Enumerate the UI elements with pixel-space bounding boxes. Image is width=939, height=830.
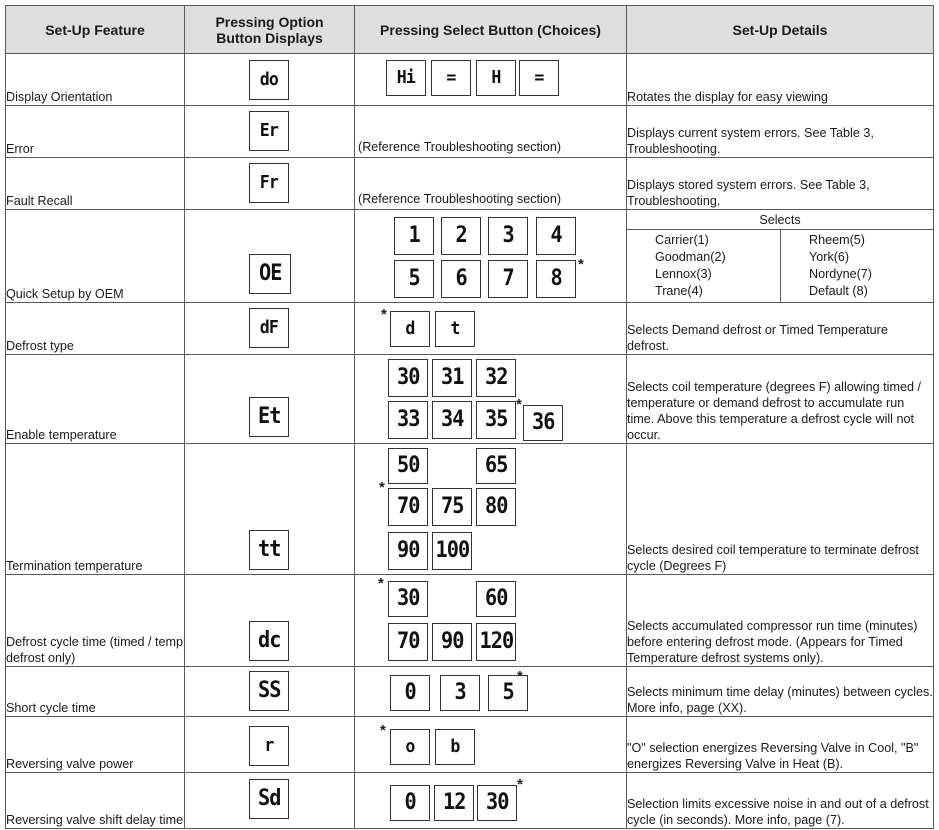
default-asterisk: * — [578, 256, 584, 273]
choice-display: 30 — [477, 785, 517, 821]
selects-left-list — [627, 230, 780, 302]
feature-cell: Display Orientation — [6, 54, 185, 106]
choice-display: 0 — [390, 675, 430, 711]
choice-display: 12 — [434, 785, 474, 821]
choice-display: H — [476, 60, 516, 96]
feature-cell: Termination temperature — [6, 444, 185, 575]
reference-note: (Reference Troubleshooting section) — [358, 192, 562, 206]
option-cell — [185, 303, 355, 355]
header-feature: Set-Up Feature — [6, 6, 185, 54]
choice-display: 100 — [432, 532, 472, 570]
option-cell — [185, 106, 355, 158]
choice-display: 70 — [388, 623, 428, 661]
selects-right-list — [780, 230, 933, 302]
option-display: do — [249, 60, 289, 100]
choice-display: b — [435, 729, 475, 765]
option-cell — [185, 444, 355, 575]
choice-display: 4 — [536, 217, 576, 255]
table-header-row — [6, 6, 934, 54]
feature-cell: Short cycle time — [6, 667, 185, 717]
table-row — [6, 106, 934, 158]
list-item: Lennox(3) — [655, 267, 712, 281]
choice-display: 120 — [476, 623, 516, 661]
choice-display: 3 — [488, 217, 528, 255]
choice-display: 65 — [476, 448, 516, 484]
table-row — [6, 444, 934, 575]
choice-display: 1 — [394, 217, 434, 255]
choice-display: Hi — [386, 60, 426, 96]
list-item: Default (8) — [809, 284, 868, 298]
choice-display: 80 — [476, 488, 516, 526]
feature-cell: Defrost cycle time (timed / temp defrost only) — [6, 575, 185, 667]
choice-display: 30 — [388, 581, 428, 617]
list-item: Nordyne(7) — [809, 267, 872, 281]
choice-display: 0 — [390, 785, 430, 821]
list-item: Rheem(5) — [809, 233, 865, 247]
option-cell — [185, 717, 355, 773]
choice-display: 70 — [388, 488, 428, 526]
feature-cell: Defrost type — [6, 303, 185, 355]
table-row — [6, 667, 934, 717]
feature-cell: Fault Recall — [6, 158, 185, 210]
feature-cell: Reversing valve power — [6, 717, 185, 773]
option-cell — [185, 773, 355, 829]
choices-cell — [355, 210, 627, 303]
choice-display: 35 — [476, 401, 516, 439]
choice-display: 75 — [432, 488, 472, 526]
choices-cell — [355, 444, 627, 575]
choice-display: 3 — [440, 675, 480, 711]
details-cell: Selects minimum time delay (minutes) between cycles. More info, page (XX). — [627, 667, 934, 717]
option-display: tt — [249, 530, 289, 570]
selects-cell — [627, 210, 934, 303]
option-cell — [185, 355, 355, 444]
choice-display: = — [519, 60, 559, 96]
choice-display: 60 — [476, 581, 516, 617]
default-asterisk: * — [381, 306, 387, 323]
option-display: dc — [249, 621, 289, 661]
choice-display: 34 — [432, 401, 472, 439]
details-cell: Selects coil temperature (degrees F) allowing timed / temperature or demand defrost to accumulate run time. Above this temperature a defrost cycle will not occur. — [627, 355, 934, 444]
option-display: Fr — [249, 163, 289, 203]
table-row — [6, 717, 934, 773]
feature-cell: Enable temperature — [6, 355, 185, 444]
setup-features-table — [5, 5, 934, 829]
option-display: dF — [249, 308, 289, 348]
reference-note: (Reference Troubleshooting section) — [358, 140, 562, 154]
option-cell — [185, 667, 355, 717]
details-cell: Rotates the display for easy viewing — [627, 54, 934, 106]
option-display: OE — [249, 254, 291, 294]
choice-display: t — [435, 311, 475, 347]
choices-cell — [355, 106, 627, 158]
list-item: Trane(4) — [655, 284, 703, 298]
selects-title: Selects — [627, 212, 933, 230]
details-cell: Selection limits excessive noise in and out of a defrost cycle (in seconds). More info, page (7). — [627, 773, 934, 829]
choice-display: 8 — [536, 260, 576, 298]
header-select: Pressing Select Button (Choices) — [355, 6, 627, 54]
choice-display: 90 — [388, 532, 428, 570]
details-cell: Selects desired coil temperature to terminate defrost cycle (Degrees F) — [627, 444, 934, 575]
choices-cell — [355, 667, 627, 717]
option-cell — [185, 575, 355, 667]
list-item: York(6) — [809, 250, 850, 264]
choice-display: 5 — [488, 675, 528, 711]
default-asterisk: * — [517, 776, 523, 793]
option-cell — [185, 158, 355, 210]
choice-display: 90 — [432, 623, 472, 661]
choice-display: 36 — [523, 405, 563, 441]
option-display: r — [249, 726, 289, 766]
choices-cell — [355, 717, 627, 773]
list-item: Goodman(2) — [655, 250, 726, 264]
header-option: Pressing Option Button Displays — [185, 6, 355, 54]
table-row — [6, 54, 934, 106]
choice-display: 30 — [388, 359, 428, 397]
choice-display: o — [390, 729, 430, 765]
details-cell: Selects Demand defrost or Timed Temperature defrost. — [627, 303, 934, 355]
header-details: Set-Up Details — [627, 6, 934, 54]
choices-cell — [355, 773, 627, 829]
details-cell: "O" selection energizes Reversing Valve in Cool, "B" energizes Reversing Valve in Heat (B). — [627, 717, 934, 773]
choices-cell — [355, 303, 627, 355]
list-item: Carrier(1) — [655, 233, 709, 247]
choice-display: = — [431, 60, 471, 96]
table-row — [6, 575, 934, 667]
table-row — [6, 210, 934, 303]
table-row — [6, 355, 934, 444]
choices-cell — [355, 575, 627, 667]
option-display: Sd — [249, 779, 289, 819]
details-cell: Selects accumulated compressor run time (minutes) before entering defrost mode. (Appears for Timed Temperature defrost systems only). — [627, 575, 934, 667]
table-row — [6, 303, 934, 355]
choices-cell — [355, 158, 627, 210]
choice-display: 6 — [441, 260, 481, 298]
choices-cell — [355, 355, 627, 444]
option-cell — [185, 210, 355, 303]
default-asterisk: * — [516, 396, 522, 413]
option-cell — [185, 54, 355, 106]
option-display: Er — [249, 111, 289, 151]
feature-cell: Error — [6, 106, 185, 158]
option-display: Et — [249, 397, 289, 437]
default-asterisk: * — [380, 722, 386, 739]
choice-display: 50 — [388, 448, 428, 484]
feature-cell: Quick Setup by OEM — [6, 210, 185, 303]
choice-display: d — [390, 311, 430, 347]
default-asterisk: * — [378, 575, 384, 592]
details-cell: Displays stored system errors. See Table 3, Troubleshooting. — [627, 158, 934, 210]
choice-display: 33 — [388, 401, 428, 439]
choice-display: 31 — [432, 359, 472, 397]
choice-display: 5 — [394, 260, 434, 298]
feature-cell: Reversing valve shift delay time — [6, 773, 185, 829]
choice-display: 7 — [488, 260, 528, 298]
option-display: SS — [249, 671, 289, 711]
default-asterisk: * — [517, 668, 523, 685]
default-asterisk: * — [379, 479, 385, 496]
table-row — [6, 773, 934, 829]
choice-display: 2 — [441, 217, 481, 255]
details-cell: Displays current system errors. See Table 3, Troubleshooting. — [627, 106, 934, 158]
table-row — [6, 158, 934, 210]
choices-cell — [355, 54, 627, 106]
choice-display: 32 — [476, 359, 516, 397]
